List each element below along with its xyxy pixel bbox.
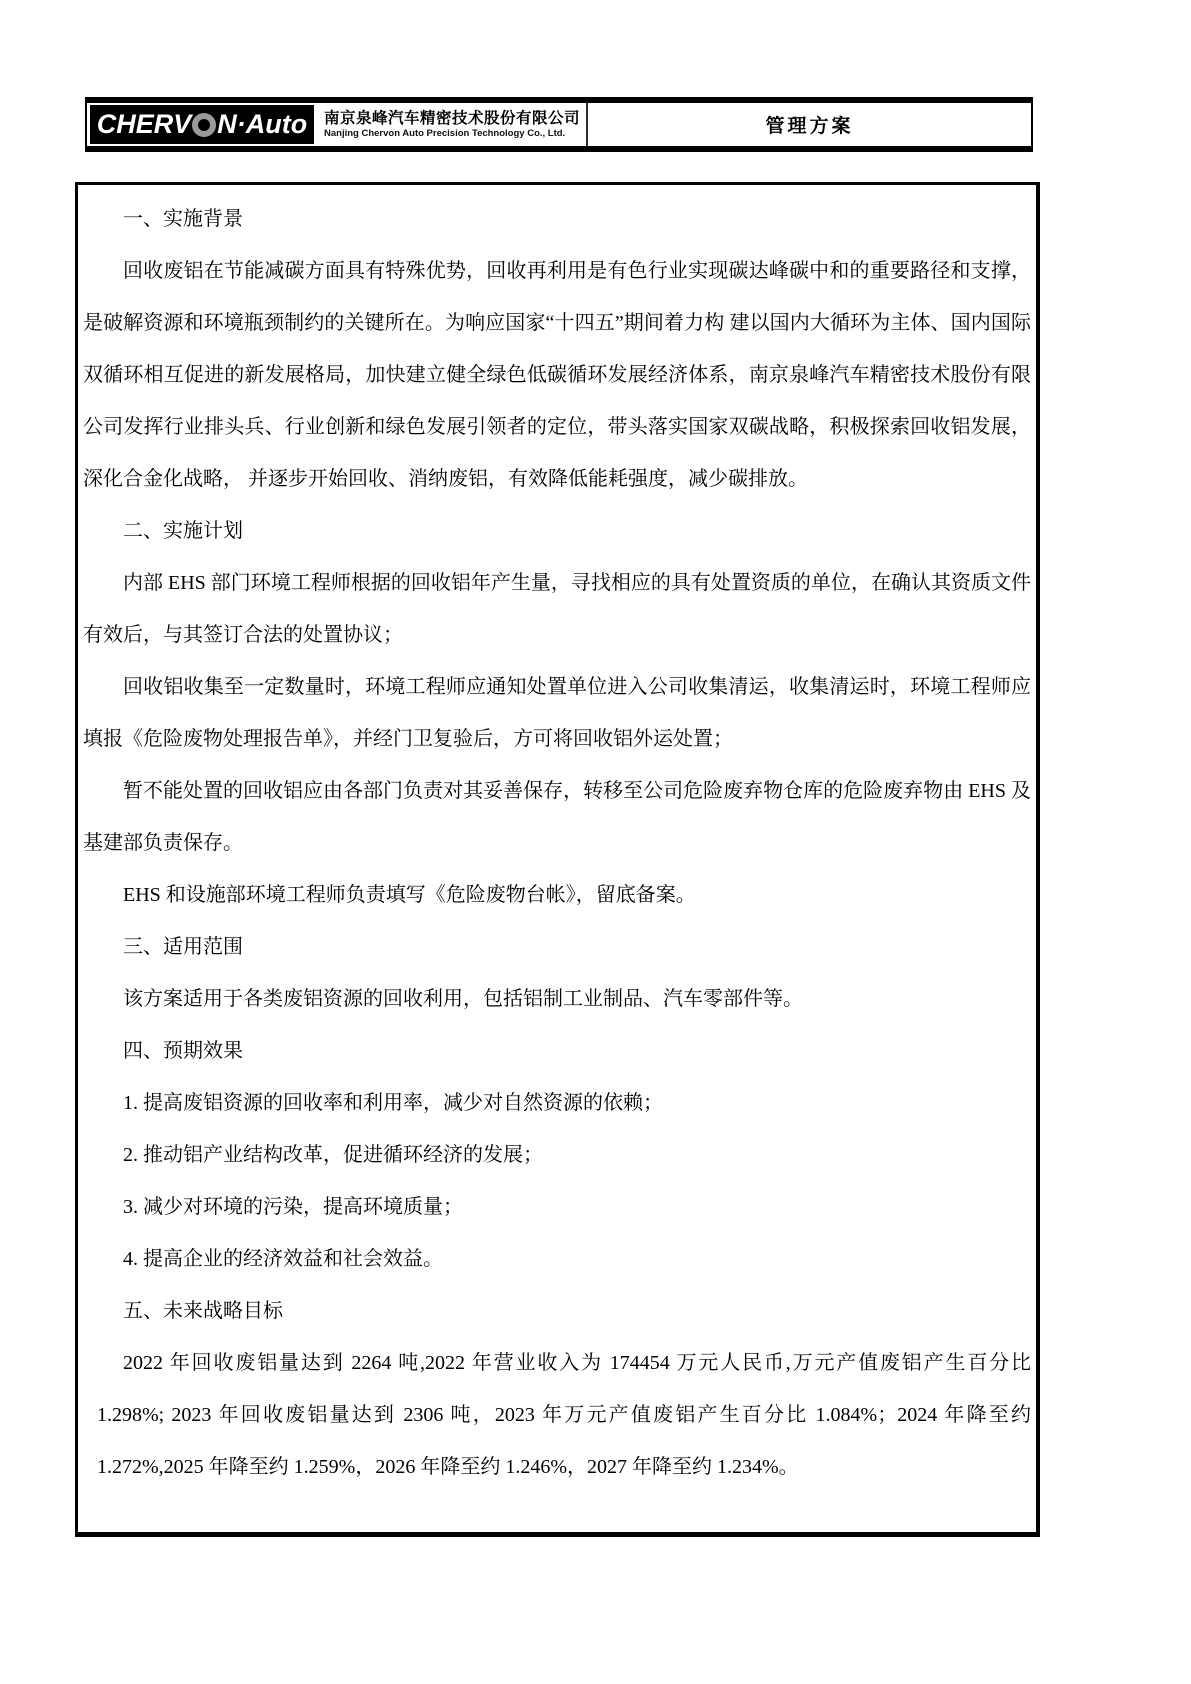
- document-body: [75, 182, 1040, 1537]
- section-heading: 一、实施背景: [123, 208, 243, 230]
- company-name-en: Nanjing Chervon Auto Precision Technology Co., Ltd.: [324, 127, 566, 139]
- section-heading: 三、适用范围: [123, 936, 243, 958]
- list-item: 3. 减少对环境的污染，提高环境质量；: [123, 1196, 463, 1218]
- section-heading: 四、预期效果: [123, 1040, 243, 1062]
- list-item: 4. 提高企业的经济效益和社会效益。: [123, 1248, 443, 1270]
- paragraph: 回收废铝在节能减碳方面具有特殊优势，回收再利用是有色行业实现碳达峰碳中和的重要路径和支撑，是破解资源和环境瓶颈制约的关键所在。为响应国家“十四五”期间着力构 建以国内大循环为主体、国内国际双循环相互促进的新发展格局，加快建立健全绿色低碳循环发展经济体系，南京泉峰汽车精密技术股份有限公司发挥行业排头兵、行业创新和绿色发展引领者的定位，带头落实国家双碳战略，积极探索回收铝发展，深化合金化战略， 并逐步开始回收、消纳废铝，有效降低能耗强度，减少碳排放。: [83, 260, 1031, 490]
- document-header: [85, 97, 1033, 152]
- logo-text-post: N·Auto: [217, 109, 308, 139]
- company-name-cn: 南京泉峰汽车精密技术股份有限公司: [324, 109, 581, 127]
- section-heading: 五、未来战略目标: [123, 1300, 283, 1322]
- list-item: 2. 推动铝产业结构改革，促进循环经济的发展；: [123, 1144, 543, 1166]
- paragraph: 暂不能处置的回收铝应由各部门负责对其妥善保存，转移至公司危险废弃物仓库的危险废弃物由 EHS 及基建部负责保存。: [83, 780, 1031, 854]
- logo-o-ring-icon: [192, 113, 216, 137]
- paragraph: 2022 年回收废铝量达到 2264 吨,2022 年营业收入为 174454 万元人民币,万元产值废铝产生百分比 1.298%; 2023 年回收废铝量达到 2306 吨，2023 年万元产值废铝产生百分比 1.084%；2024 年降至约 1.272%,2025 年降至约 1.259%，2026 年降至约 1.246%，2027 年降至约 1.234%。: [97, 1352, 1031, 1478]
- doc-title: 管理方案: [765, 116, 854, 137]
- company-logo: [90, 105, 314, 144]
- company-name-cell: [314, 103, 588, 146]
- logo-text-pre: CHERV: [96, 109, 192, 139]
- paragraph: EHS 和设施部环境工程师负责填写《危险废物台帐》，留底备案。: [123, 884, 696, 906]
- paragraph: 内部 EHS 部门环境工程师根据的回收铝年产生量，寻找相应的具有处置资质的单位，在确认其资质文件有效后，与其签订合法的处置协议；: [83, 572, 1031, 646]
- paragraph: 该方案适用于各类废铝资源的回收利用，包括铝制工业制品、汽车零部件等。: [123, 988, 803, 1010]
- section-heading: 二、实施计划: [123, 520, 243, 542]
- paragraph: 回收铝收集至一定数量时，环境工程师应通知处置单位进入公司收集清运，收集清运时，环境工程师应填报《危险废物处理报告单》，并经门卫复验后，方可将回收铝外运处置；: [83, 676, 1031, 750]
- list-item: 1. 提高废铝资源的回收率和利用率，减少对自然资源的依赖；: [123, 1092, 663, 1114]
- document-text: [83, 193, 1031, 1493]
